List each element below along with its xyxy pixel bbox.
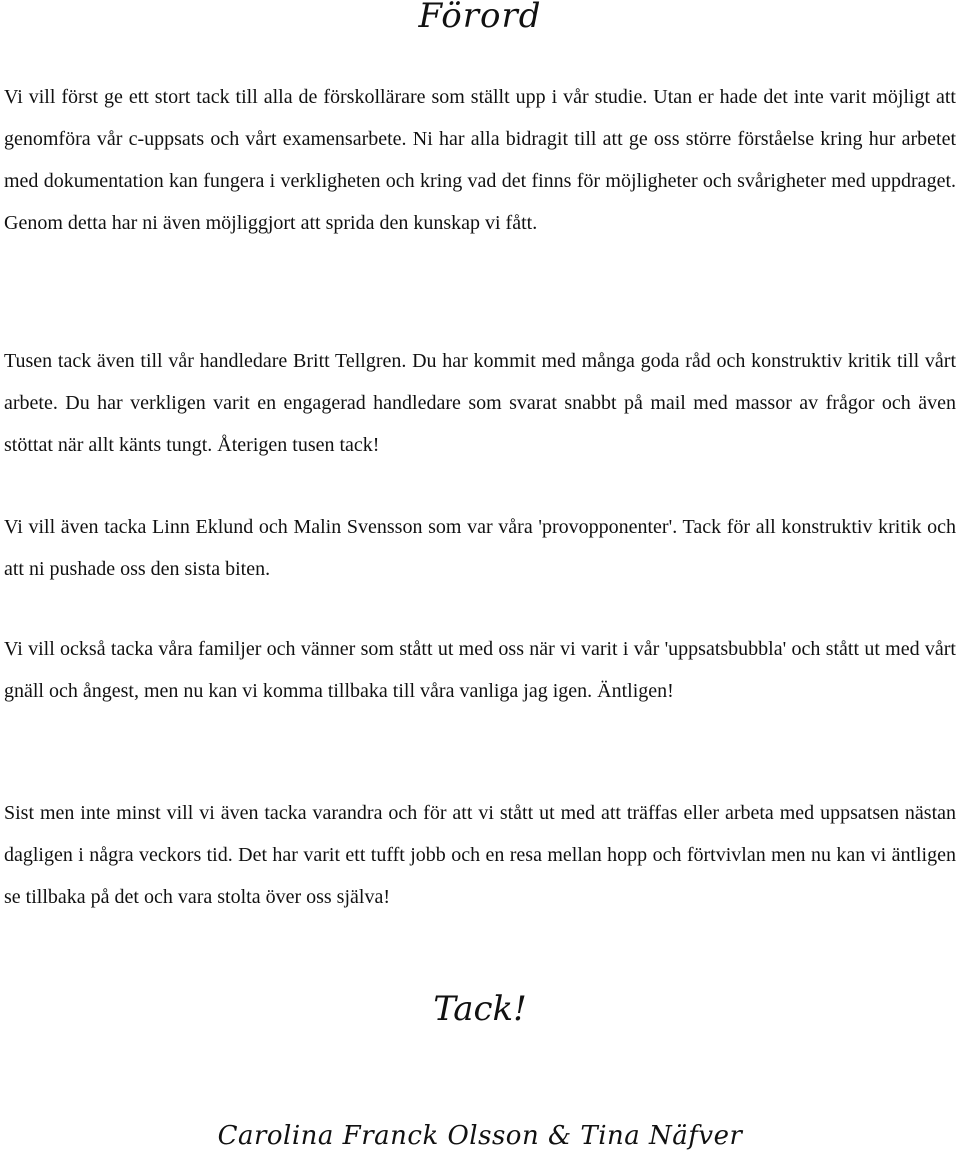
paragraph-thanks-family-friends: Vi vill också tacka våra familjer och vänner som stått ut med oss när vi varit i vår 'uppsatsbubbla' och stått ut med vårt gnäll och ångest, men nu kan vi komma tillbaka till våra vanliga jag igen. Äntligen! xyxy=(4,638,956,702)
closing-text: Tack! xyxy=(433,989,527,1029)
signature-authors: Carolina Franck Olsson & Tina Näfver xyxy=(217,1121,743,1151)
paragraph-thanks-each-other: Sist men inte minst vill vi även tacka varandra och för att vi stått ut med att träffas eller arbeta med uppsatsen nästan dagligen i några veckors tid. Det har varit ett tufft jobb och en resa mellan hopp och förtvivlan men nu kan vi äntligen se tillbaka på det och vara stolta över oss själva! xyxy=(4,802,956,908)
paragraph-thanks-preschool-teachers: Vi vill först ge ett stort tack till alla de förskollärare som ställt upp i vår studie. Utan er hade det inte varit möjligt att genomföra vår c-uppsats och vårt examensarbete. Ni har alla bidragit till att ge oss större förståelse kring hur arbetet med dokumentation kan fungera i verkligheten och kring vad det finns för möjligheter och svårigheter med uppdraget. Genom detta har ni även möjliggjort att sprida den kunskap vi fått. xyxy=(4,86,956,234)
paragraph-thanks-test-opponents: Vi vill även tacka Linn Eklund och Malin Svensson som var våra 'provopponenter'. Tack för all konstruktiv kritik och att ni pushade oss den sista biten. xyxy=(4,516,956,580)
page-title: Förord xyxy=(418,0,542,36)
paragraph-thanks-supervisor: Tusen tack även till vår handledare Britt Tellgren. Du har kommit med många goda råd och konstruktiv kritik till vårt arbete. Du har verkligen varit en engagerad handledare som svarat snabbt på mail med massor av frågor och även stöttat när allt känts tungt. Återigen tusen tack! xyxy=(4,350,956,456)
